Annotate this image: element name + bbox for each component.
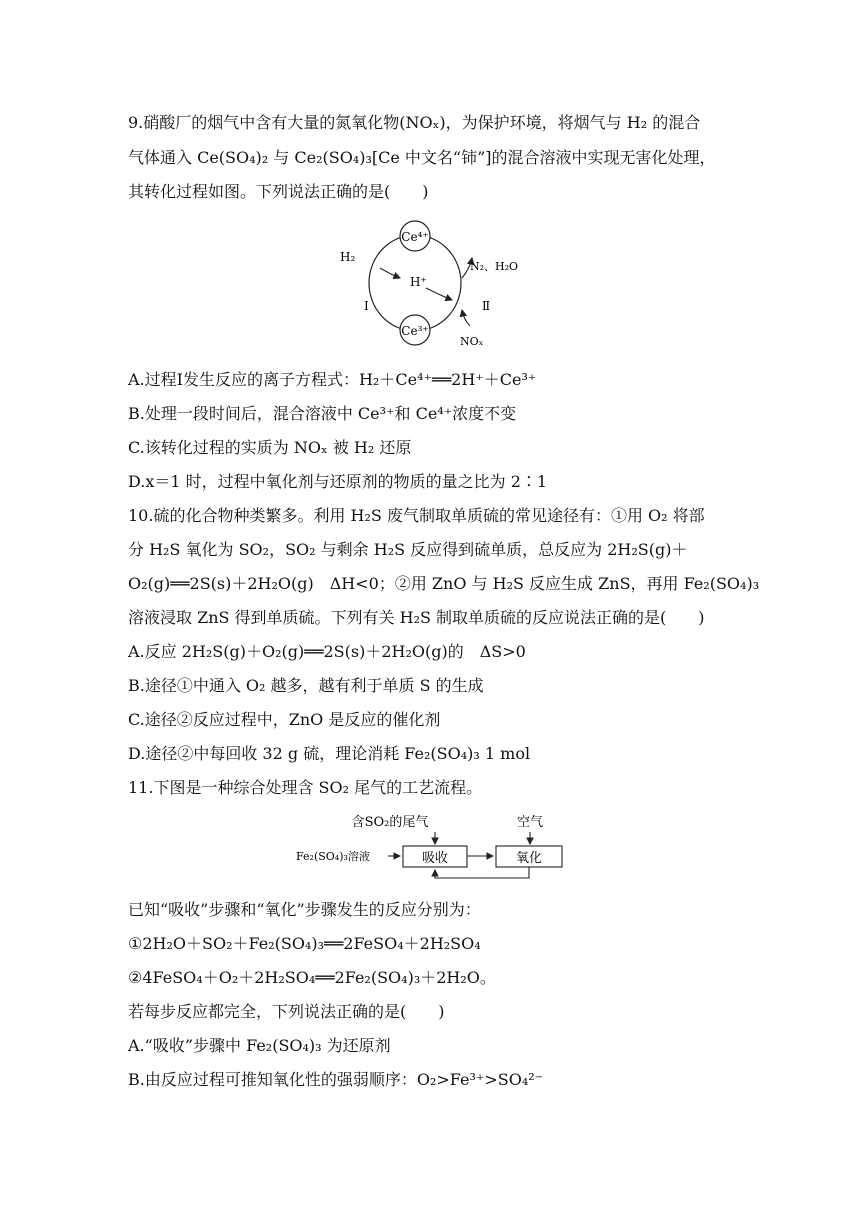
flow-input-top: 含SO₂的尾气	[351, 815, 429, 830]
q9-option-d: D.x＝1 时，过程中氧化剂与还原剂的物质的量之比为 2∶1	[128, 472, 548, 491]
q11-option-a: A.“吸收”步骤中 Fe₂(SO₄)₃ 为还原剂	[128, 1036, 391, 1055]
q10-line-3: O₂(g)══2S(s)＋2H₂O(g) ΔH<0；②用 ZnO 与 H₂S 反应生成 ZnS，再用 Fe₂(SO₄)₃	[128, 574, 760, 593]
q11-reaction-1: ①2H₂O＋SO₂＋Fe₂(SO₄)₃══2FeSO₄＋2H₂SO₄	[128, 934, 481, 953]
h2-arrow	[380, 268, 400, 278]
step2-label: Ⅱ	[482, 299, 491, 313]
q9-option-b: B.处理一段时间后，混合溶液中 Ce³⁺和 Ce⁴⁺浓度不变	[128, 404, 517, 423]
nox-arrow	[462, 310, 470, 326]
q10-line-2: 分 H₂S 氧化为 SO₂，SO₂ 与剩余 H₂S 反应得到硫单质，总反应为 2H₂S(g)＋	[128, 540, 688, 559]
h2-label: H₂	[340, 250, 356, 264]
flow-air: 空气	[516, 815, 544, 830]
ce4-label: Ce⁴⁺	[401, 230, 429, 244]
q10-option-a: A.反应 2H₂S(g)＋O₂(g)══2S(s)＋2H₂O(g)的 ΔS>0	[128, 642, 526, 661]
q10-option-b: B.途径①中通入 O₂ 越多，越有利于单质 S 的生成	[128, 676, 484, 695]
q9-line-3: 其转化过程如图。下列说法正确的是( )	[128, 182, 429, 201]
q9-option-a: A.过程Ⅰ发生反应的离子方程式：H₂＋Ce⁴⁺══2H⁺＋Ce³⁺	[128, 370, 537, 389]
q11-question: 若每步反应都完全，下列说法正确的是( )	[128, 1002, 445, 1021]
q11-reaction-2: ②4FeSO₄＋O₂＋2H₂SO₄══2Fe₂(SO₄)₃＋2H₂O。	[128, 968, 496, 987]
q9-line-2: 气体通入 Ce(SO₄)₂ 与 Ce₂(SO₄)₃[Ce 中文名“铈”]的混合溶液中实现无害化处理，	[128, 148, 716, 167]
q9-line-1: 9.硝酸厂的烟气中含有大量的氮氧化物(NOₓ)，为保护环境，将烟气与 H₂ 的混合	[128, 113, 701, 132]
q9-option-c: C.该转化过程的实质为 NOₓ 被 H₂ 还原	[128, 438, 412, 457]
ce-cycle-diagram	[330, 218, 540, 353]
q10-line-4: 溶液浸取 ZnS 得到单质硫。下列有关 H₂S 制取单质硫的反应说法正确的是( )	[128, 608, 705, 627]
q11-option-b: B.由反应过程可推知氧化性的强弱顺序：O₂>Fe³⁺>SO₄²⁻	[128, 1070, 544, 1089]
hplus-label: H⁺	[410, 275, 427, 289]
q10-line-1: 10.硫的化合物种类繁多。利用 H₂S 废气制取单质硫的常见途径有：①用 O₂ 将部	[128, 506, 705, 525]
so2-process-flow	[290, 808, 580, 886]
hplus-arrow	[426, 288, 452, 300]
q10-option-d: D.途径②中每回收 32 g 硫，理论消耗 Fe₂(SO₄)₃ 1 mol	[128, 744, 531, 763]
flow-absorb: 吸收	[421, 851, 449, 866]
flow-solution: Fe₂(SO₄)₃溶液	[296, 850, 370, 863]
nox-label: NOₓ	[460, 335, 484, 348]
q10-option-c: C.途径②反应过程中，ZnO 是反应的催化剂	[128, 710, 441, 729]
ce3-label: Ce³⁺	[401, 324, 429, 338]
step1-label: Ⅰ	[364, 299, 369, 313]
q11-known: 已知“吸收”步骤和“氧化”步骤发生的反应分别为：	[128, 900, 481, 919]
products-label: N₂、H₂O	[470, 260, 519, 273]
q11-line-1: 11.下图是一种综合处理含 SO₂ 尾气的工艺流程。	[128, 778, 483, 797]
recycle-line	[435, 867, 529, 878]
flow-oxidize: 氧化	[515, 851, 543, 866]
